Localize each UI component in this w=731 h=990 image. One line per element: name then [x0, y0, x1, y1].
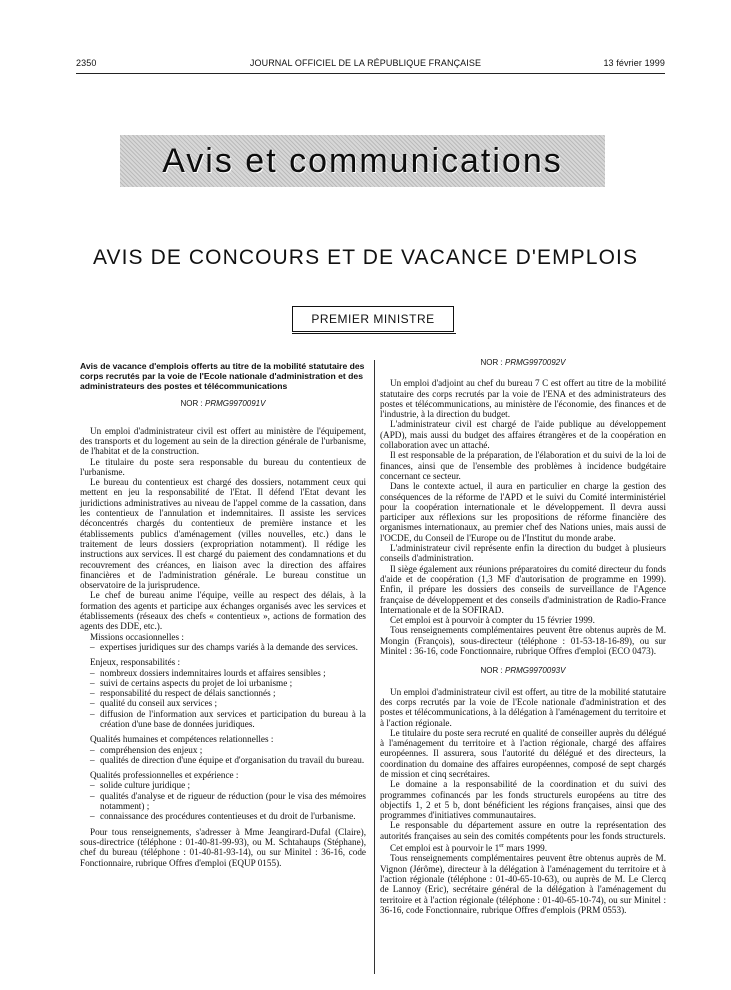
list-item: – expertises juridiques sur des champs variés à la demande des services.	[100, 642, 366, 652]
column-divider	[374, 360, 375, 974]
paragraph: Le domaine a la responsabilité de la coordination et du suivi des programmes cofinancés par les fonds structurels européens au titre des objectifs 1, 2 et 5 b, dont bénéficient les régions françaises, ainsi que des programmes d'initiatives communautaires.	[380, 779, 666, 821]
page-number: 2350	[76, 58, 97, 68]
list-heading: Qualités professionnelles et expérience :	[90, 770, 239, 781]
nor-label: NOR :	[480, 358, 503, 367]
ministry-label: PREMIER MINISTRE	[311, 312, 435, 326]
nor-code: PRMG9970091V	[204, 399, 266, 409]
paragraph: Dans le contexte actuel, il aura en particulier en charge la gestion des conséquences de la réforme de l'APD et le suivi du Comité interministériel pour la coopération internationale et le développement. Il devra aussi participer aux réflexions sur les propositions de réforme financière des organismes internationaux, au premier chef des Nations unies, mais aussi de l'OCDE, du Conseil de l'Europe ou de l'Institut du monde arabe.	[380, 481, 666, 543]
missions-list	[80, 642, 366, 652]
contact-paragraph: Tous renseignements complémentaires peuvent être obtenus auprès de M. Vignon (Jérôme), directeur à la délégation à l'aménagement du territoire et à l'action régionale (téléphone : 01-40-65-10-63), ou auprès de M. Le Clercq de Lannoy (Eric), secrétaire général de la délégation à l'aménagement du territoire et à l'action régionale (téléphone : 01-40-65-10-74), ou sur Minitel : 36-16, code Fonctionnaire, rubrique Offres d'emplois (PRM 0553).	[380, 853, 666, 915]
paragraph: Le titulaire du poste sera recruté en qualité de conseiller auprès du délégué à l'aménagement du territoire et à l'action régionale, chargé des affaires européennes. Il assurera, sous l'autorité du délégué et des directeurs, la coordination du domaine des affaires européennes, composé de sept chargés de mission et cinq secrétaires.	[380, 727, 666, 779]
paragraph	[380, 841, 666, 853]
nor-reference	[380, 666, 666, 676]
left-column	[80, 362, 366, 868]
list-item: – compréhension des enjeux ;	[100, 745, 366, 755]
date-text: Cet emploi est à pourvoir le 1	[390, 843, 500, 854]
list-item: – suivi de certains aspects du projet de loi urbanisme ;	[100, 678, 366, 688]
notice-title: Avis de vacance d'emplois offerts au titre de la mobilité statutaire des corps recrutés par la voie de l'Ecole nationale d'administration et des administrateurs des postes et télécommunications	[80, 361, 365, 391]
nor-label: NOR :	[180, 399, 203, 409]
banner-title: Avis et communications	[162, 141, 563, 180]
paragraph: Un emploi d'administrateur civil est offert au ministère de l'équipement, des transports et du logement au sein de la direction générale de l'urbanisme, de l'habitat et de la construction.	[80, 425, 366, 457]
list-item: – solide culture juridique ;	[100, 780, 366, 790]
contact-paragraph: Pour tous renseignements, s'adresser à Mme Jeangirard-Dufal (Claire), sous-directrice (téléphone : 01-40-81-99-93), ou M. Schtahaups (Stéphane), chef du bureau (téléphone : 01-40-81-93-14), ou sur Minitel : 36-16, code Fonctionnaire, rubrique Offres d'emploi (EQUP 0155).	[80, 826, 366, 868]
qualites-pro-list	[80, 780, 366, 821]
paragraph: L'administrateur civil représente enfin la direction du budget à plusieurs conseils d'administration.	[380, 543, 666, 564]
paragraph: Il siège également aux réunions préparatoires du comité directeur du fonds d'aide et de coopération (1,3 MF d'autorisation de programme en 1999). Enfin, il prépare les dossiers des conseils de surveillance de l'Agence française de développement et des conseils d'administration de Radio-France Internationale et de la SOFIRAD.	[380, 563, 666, 615]
list-heading: Qualités humaines et compétences relationnelles :	[90, 734, 274, 745]
ordinal-suffix: er	[499, 843, 504, 850]
list-item: – qualités d'analyse et de rigueur de réduction (pour le visa des mémoires notamment) ;	[100, 791, 366, 812]
paragraph: Il est responsable de la préparation, de l'élaboration et du suivi de la loi de finances, ainsi que de l'ensemble des problèmes à incidence budgétaire concernant ce secteur.	[380, 450, 666, 481]
paragraph: Le bureau du contentieux est chargé des dossiers, notamment ceux qui mettent en jeu la responsabilité de l'Etat. Il défend l'Etat devant les juridictions administratives au niveau de l'appel comme de la cassation, dans les contentieux de l'annulation et indemnitaires. Il assiste les services déconcentrés chargés du contentieux de première instance et les établissements publics d'aménagement (villes nouvelles, etc.) dans le traitement de leurs dossiers (expropriation notamment). Il rédige les instructions aux services. Il est chargé du paiement des condamnations et du recouvrement des créances, en liaison avec la direction des affaires financières et de l'administration générale. Le bureau constitue un observatoire de la jurisprudence.	[80, 477, 366, 591]
section-title: AVIS DE CONCOURS ET DE VACANCE D'EMPLOIS	[92, 246, 639, 269]
list-heading: Enjeux, responsabilités :	[90, 657, 181, 668]
right-column	[380, 358, 666, 915]
publication-date: 13 février 1999	[603, 58, 665, 68]
date-text: mars 1999.	[503, 843, 548, 854]
paragraph: Cet emploi est à pourvoir à compter du 15 février 1999.	[390, 615, 595, 626]
journal-title: JOURNAL OFFICIEL DE LA RÉPUBLIQUE FRANÇAISE	[249, 58, 482, 68]
paragraph: Le titulaire du poste sera responsable du bureau du contentieux de l'urbanisme.	[80, 456, 366, 477]
ministry-box	[292, 306, 454, 332]
enjeux-list	[80, 668, 366, 730]
nor-label: NOR :	[480, 666, 503, 676]
header-rule	[76, 73, 665, 74]
nor-code: PRMG9970092V	[504, 358, 566, 367]
nor-code: PRMG9970093V	[504, 666, 566, 676]
list-item: – diffusion de l'information aux services et participation du bureau à la création d'une base de données juridiques.	[100, 709, 366, 730]
paragraph: L'administrateur civil est chargé de l'aide publique au développement (APD), mais aussi du budget des affaires étrangères et de la coopération en collaboration avec un attaché.	[380, 419, 666, 451]
list-heading: Missions occasionnelles :	[90, 631, 184, 642]
paragraph: Le responsable du département assure en outre la représentation des autorités françaises au sein des comités compétents pour les fonds structurels.	[380, 820, 666, 841]
nor-reference	[380, 358, 666, 368]
list-item: – qualités de direction d'une équipe et d'organisation du travail du bureau.	[100, 755, 366, 765]
list-item: – connaissance des procédures contentieuses et du droit de l'urbanisme.	[100, 811, 366, 821]
paragraph: Un emploi d'administrateur civil est offert, au titre de la mobilité statutaire des corps recrutés par la voie de l'Ecole nationale d'administration et des postes et télécommunications, à la délégation à l'aménagement du territoire et à l'action régionale.	[380, 686, 666, 728]
paragraph: Tous renseignements complémentaires peuvent être obtenus auprès de M. Mongin (François), sous-directeur (téléphone : 01-53-18-16-89), ou sur Minitel : 36-16, code Fonctionnaire, rubrique Offres d'emploi (ECO 0473).	[380, 625, 666, 657]
list-item: – responsabilité du respect de délais sanctionnés ;	[100, 688, 366, 698]
nor-reference	[80, 399, 366, 409]
paragraph: Un emploi d'adjoint au chef du bureau 7 C est offert au titre de la mobilité statutaire des corps recrutés par la voie de l'ENA et des administrateurs des postes et télécommunications, au ministère de l'économie, des finances et de l'industrie, à la direction du budget.	[380, 378, 666, 420]
banner	[120, 135, 605, 187]
list-item: – qualité du conseil aux services ;	[100, 698, 366, 708]
list-item: – nombreux dossiers indemnitaires lourds et affaires sensibles ;	[100, 668, 366, 678]
paragraph: Le chef de bureau anime l'équipe, veille au respect des délais, à la formation des agents et participe aux échanges organisés avec les services et établissements (réseaux des chefs « contentieux », actions de formation des agents des DDE, etc.).	[80, 590, 366, 632]
qualites-list	[80, 745, 366, 766]
